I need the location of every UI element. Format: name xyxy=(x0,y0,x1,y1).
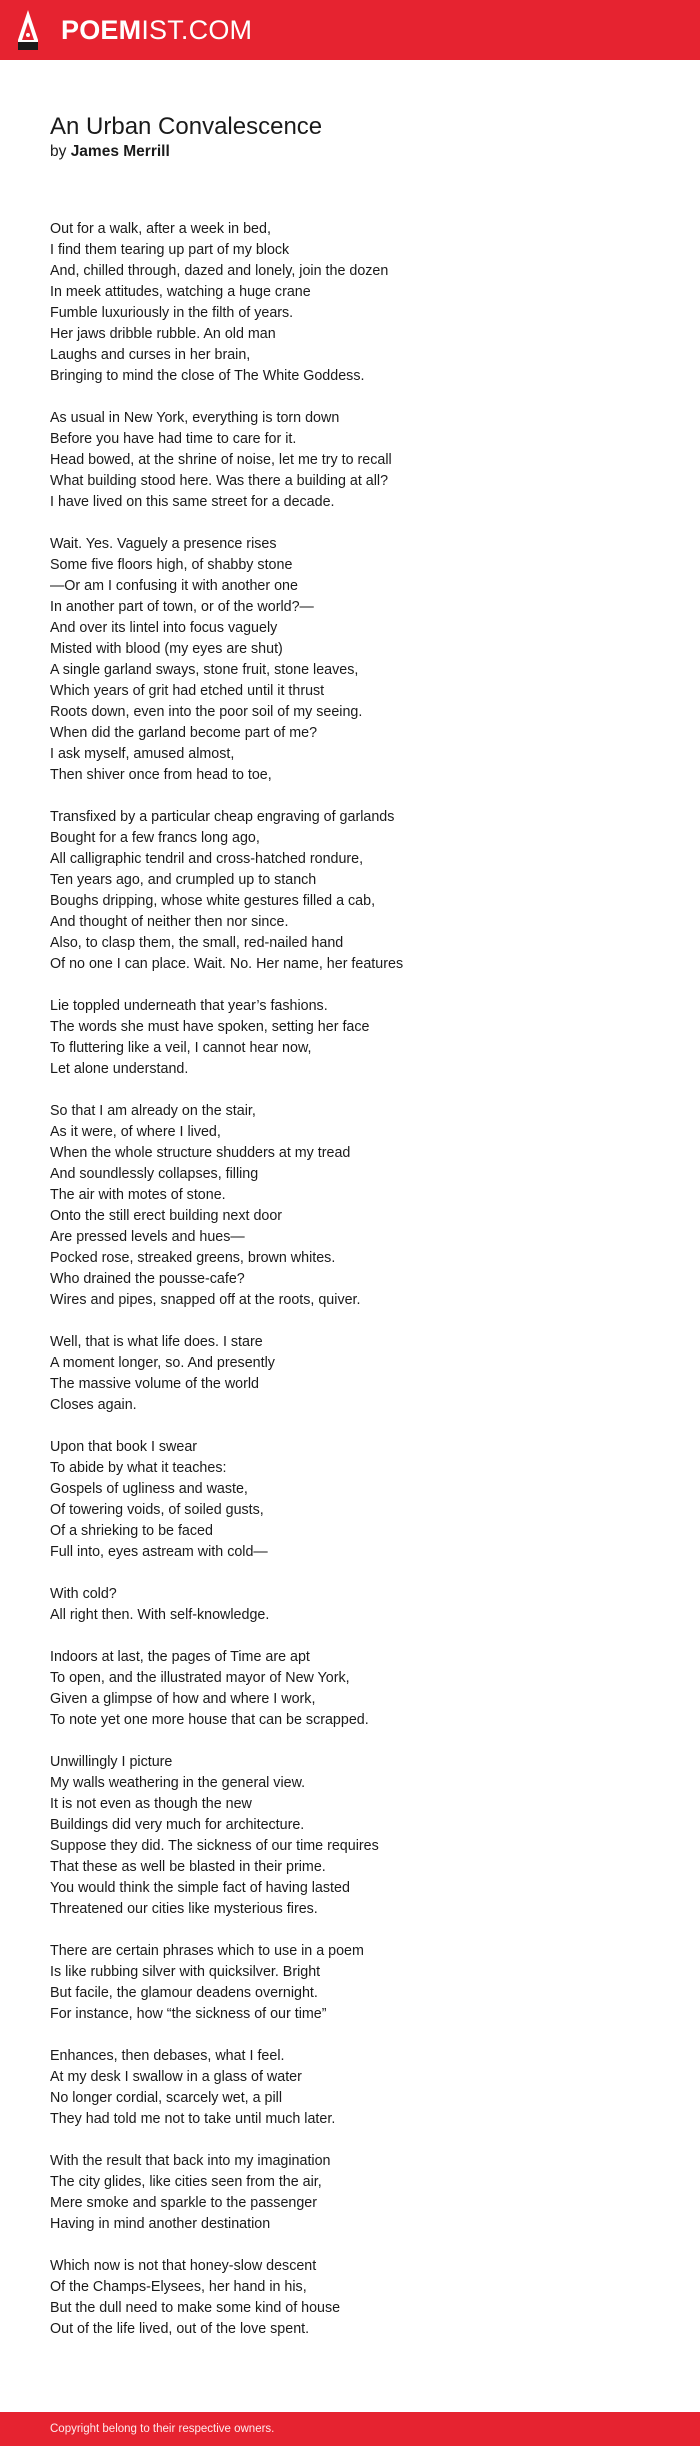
poem-line: I ask myself, amused almost, xyxy=(50,746,235,762)
poem-line: Suppose they did. The sickness of our time requires xyxy=(50,1838,379,1854)
copyright-text: Copyright belong to their respective owners. xyxy=(50,2423,275,2435)
poem-line: They had told me not to take until much later. xyxy=(50,2111,336,2127)
poem-line: And, chilled through, dazed and lonely, join the dozen xyxy=(50,263,389,279)
poem-body xyxy=(50,219,670,2361)
poem-byline xyxy=(50,142,650,162)
poem-line: Then shiver once from head to toe, xyxy=(50,767,272,783)
poem-line: Of no one I can place. Wait. No. Her name, her features xyxy=(50,956,404,972)
poem-line: Bringing to mind the close of The White Goddess. xyxy=(50,368,365,384)
poem-line: But facile, the glamour deadens overnight. xyxy=(50,1985,318,2001)
poem-line: Is like rubbing silver with quicksilver. Bright xyxy=(50,1964,321,1980)
poem-line: Onto the still erect building next door xyxy=(50,1208,283,1224)
poem-line: Given a glimpse of how and where I work, xyxy=(50,1691,316,1707)
poem-line: At my desk I swallow in a glass of water xyxy=(50,2069,302,2085)
poem-line: In another part of town, or of the world?— xyxy=(50,599,314,615)
poem-line: Closes again. xyxy=(50,1397,137,1413)
poem-line: Boughs dripping, whose white gestures filled a cab, xyxy=(50,893,376,909)
poem-stanza xyxy=(50,1437,670,1563)
poem-line: Out of the life lived, out of the love spent. xyxy=(50,2321,310,2337)
poem-line: When the whole structure shudders at my tread xyxy=(50,1145,351,1161)
poem-line: There are certain phrases which to use in a poem xyxy=(50,1943,364,1959)
poem-line: Her jaws dribble rubble. An old man xyxy=(50,326,276,342)
poem-line: You would think the simple fact of having lasted xyxy=(50,1880,350,1896)
poem-line: Of the Champs-Elysees, her hand in his, xyxy=(50,2279,307,2295)
site-header xyxy=(0,0,700,60)
poem-line: Lie toppled underneath that year’s fashions. xyxy=(50,998,328,1014)
poem-stanza xyxy=(50,219,670,387)
poem-line: When did the garland become part of me? xyxy=(50,725,318,741)
poem-line: What building stood here. Was there a building at all? xyxy=(50,473,389,489)
poem-line: Upon that book I swear xyxy=(50,1439,198,1455)
poem-line: I find them tearing up part of my block xyxy=(50,242,290,258)
poem-line: Fumble luxuriously in the filth of years. xyxy=(50,305,294,321)
poem-stanza xyxy=(50,807,670,975)
poem-line: With the result that back into my imagination xyxy=(50,2153,331,2169)
poem-line: To abide by what it teaches: xyxy=(50,1460,227,1476)
poem-line: All right then. With self-knowledge. xyxy=(50,1607,270,1623)
poem-line: As it were, of where I lived, xyxy=(50,1124,221,1140)
poem-line: Unwillingly I picture xyxy=(50,1754,173,1770)
poem-stanza xyxy=(50,1584,670,1626)
poem-line: Roots down, even into the poor soil of my seeing. xyxy=(50,704,363,720)
poem-line: For instance, how “the sickness of our time” xyxy=(50,2006,327,2022)
poem-stanza xyxy=(50,1647,670,1731)
logo-text-light: IST.COM xyxy=(141,15,253,45)
poem-line: With cold? xyxy=(50,1586,117,1602)
poem-stanza xyxy=(50,2046,670,2130)
poem-line: —Or am I confusing it with another one xyxy=(50,578,298,594)
byline-prefix: by xyxy=(50,143,67,160)
poem-line: Which years of grit had etched until it thrust xyxy=(50,683,325,699)
poem-line: Out for a walk, after a week in bed, xyxy=(50,221,271,237)
poem-line: Full into, eyes astream with cold— xyxy=(50,1544,268,1560)
poem-title: An Urban Convalescence xyxy=(50,113,323,140)
poem-stanza xyxy=(50,1941,670,2025)
poem-line: And over its lintel into focus vaguely xyxy=(50,620,278,636)
poem-line: Well, that is what life does. I stare xyxy=(50,1334,263,1350)
poem-line: Wires and pipes, snapped off at the roots, quiver. xyxy=(50,1292,361,1308)
site-logo[interactable] xyxy=(61,15,252,45)
poem-stanza xyxy=(50,1332,670,1416)
poem-line: Ten years ago, and crumpled up to stanch xyxy=(50,872,317,888)
poem-line: Gospels of ugliness and waste, xyxy=(50,1481,248,1497)
poem-line: Threatened our cities like mysterious fires. xyxy=(50,1901,318,1917)
poem-stanza xyxy=(50,996,670,1080)
poem-line: Buildings did very much for architecture. xyxy=(50,1817,305,1833)
poem-header xyxy=(50,112,650,162)
poem-line: And thought of neither then nor since. xyxy=(50,914,289,930)
poem-line: Having in mind another destination xyxy=(50,2216,271,2232)
poem-line: A single garland sways, stone fruit, stone leaves, xyxy=(50,662,359,678)
poem-line: A moment longer, so. And presently xyxy=(50,1355,275,1371)
poem-line: Laughs and curses in her brain, xyxy=(50,347,251,363)
pen-nib-icon xyxy=(17,9,39,51)
poem-line: And soundlessly collapses, filling xyxy=(50,1166,259,1182)
site-footer xyxy=(0,2412,700,2446)
poem-line: Who drained the pousse-cafe? xyxy=(50,1271,245,1287)
poem-line: Some five floors high, of shabby stone xyxy=(50,557,293,573)
poem-line: Bought for a few francs long ago, xyxy=(50,830,260,846)
poem-line: Transfixed by a particular cheap engraving of garlands xyxy=(50,809,395,825)
poem-line: The words she must have spoken, setting her face xyxy=(50,1019,370,1035)
poem-line: The air with motes of stone. xyxy=(50,1187,226,1203)
poem-line: Pocked rose, streaked greens, brown whites. xyxy=(50,1250,336,1266)
poem-line: Which now is not that honey-slow descent xyxy=(50,2258,317,2274)
poem-stanza xyxy=(50,408,670,513)
poem-line: So that I am already on the stair, xyxy=(50,1103,256,1119)
poem-stanza xyxy=(50,1752,670,1920)
poem-line: Wait. Yes. Vaguely a presence rises xyxy=(50,536,277,552)
poem-line: Head bowed, at the shrine of noise, let me try to recall xyxy=(50,452,392,468)
author-name: James Merrill xyxy=(70,143,170,160)
poem-line: The city glides, like cities seen from the air, xyxy=(50,2174,322,2190)
poem-line: That these as well be blasted in their prime. xyxy=(50,1859,326,1875)
poem-line: But the dull need to make some kind of house xyxy=(50,2300,341,2316)
poem-line: Also, to clasp them, the small, red-nailed hand xyxy=(50,935,344,951)
poem-line: Mere smoke and sparkle to the passenger xyxy=(50,2195,318,2211)
poem-line: Before you have had time to care for it. xyxy=(50,431,297,447)
poem-line: As usual in New York, everything is torn down xyxy=(50,410,340,426)
poem-stanza xyxy=(50,2256,670,2340)
poem-line: To note yet one more house that can be scrapped. xyxy=(50,1712,369,1728)
poem-line: Let alone understand. xyxy=(50,1061,189,1077)
poem-line: In meek attitudes, watching a huge crane xyxy=(50,284,311,300)
poem-line: Of towering voids, of soiled gusts, xyxy=(50,1502,264,1518)
poem-line: It is not even as though the new xyxy=(50,1796,252,1812)
poem-line: The massive volume of the world xyxy=(50,1376,259,1392)
poem-line: Indoors at last, the pages of Time are apt xyxy=(50,1649,310,1665)
poem-line: Enhances, then debases, what I feel. xyxy=(50,2048,285,2064)
poem-stanza xyxy=(50,1101,670,1311)
poem-line: No longer cordial, scarcely wet, a pill xyxy=(50,2090,283,2106)
poem-line: My walls weathering in the general view. xyxy=(50,1775,306,1791)
poem-line: I have lived on this same street for a decade. xyxy=(50,494,335,510)
logo-text-bold: POEM xyxy=(61,15,142,45)
poem-line: Misted with blood (my eyes are shut) xyxy=(50,641,283,657)
poem-line: To open, and the illustrated mayor of New York, xyxy=(50,1670,350,1686)
poem-stanza xyxy=(50,2151,670,2235)
poem-line: Are pressed levels and hues— xyxy=(50,1229,245,1245)
poem-line: All calligraphic tendril and cross-hatched rondure, xyxy=(50,851,364,867)
poem-line: To fluttering like a veil, I cannot hear now, xyxy=(50,1040,312,1056)
poem-line: Of a shrieking to be faced xyxy=(50,1523,213,1539)
poem-stanza xyxy=(50,534,670,786)
